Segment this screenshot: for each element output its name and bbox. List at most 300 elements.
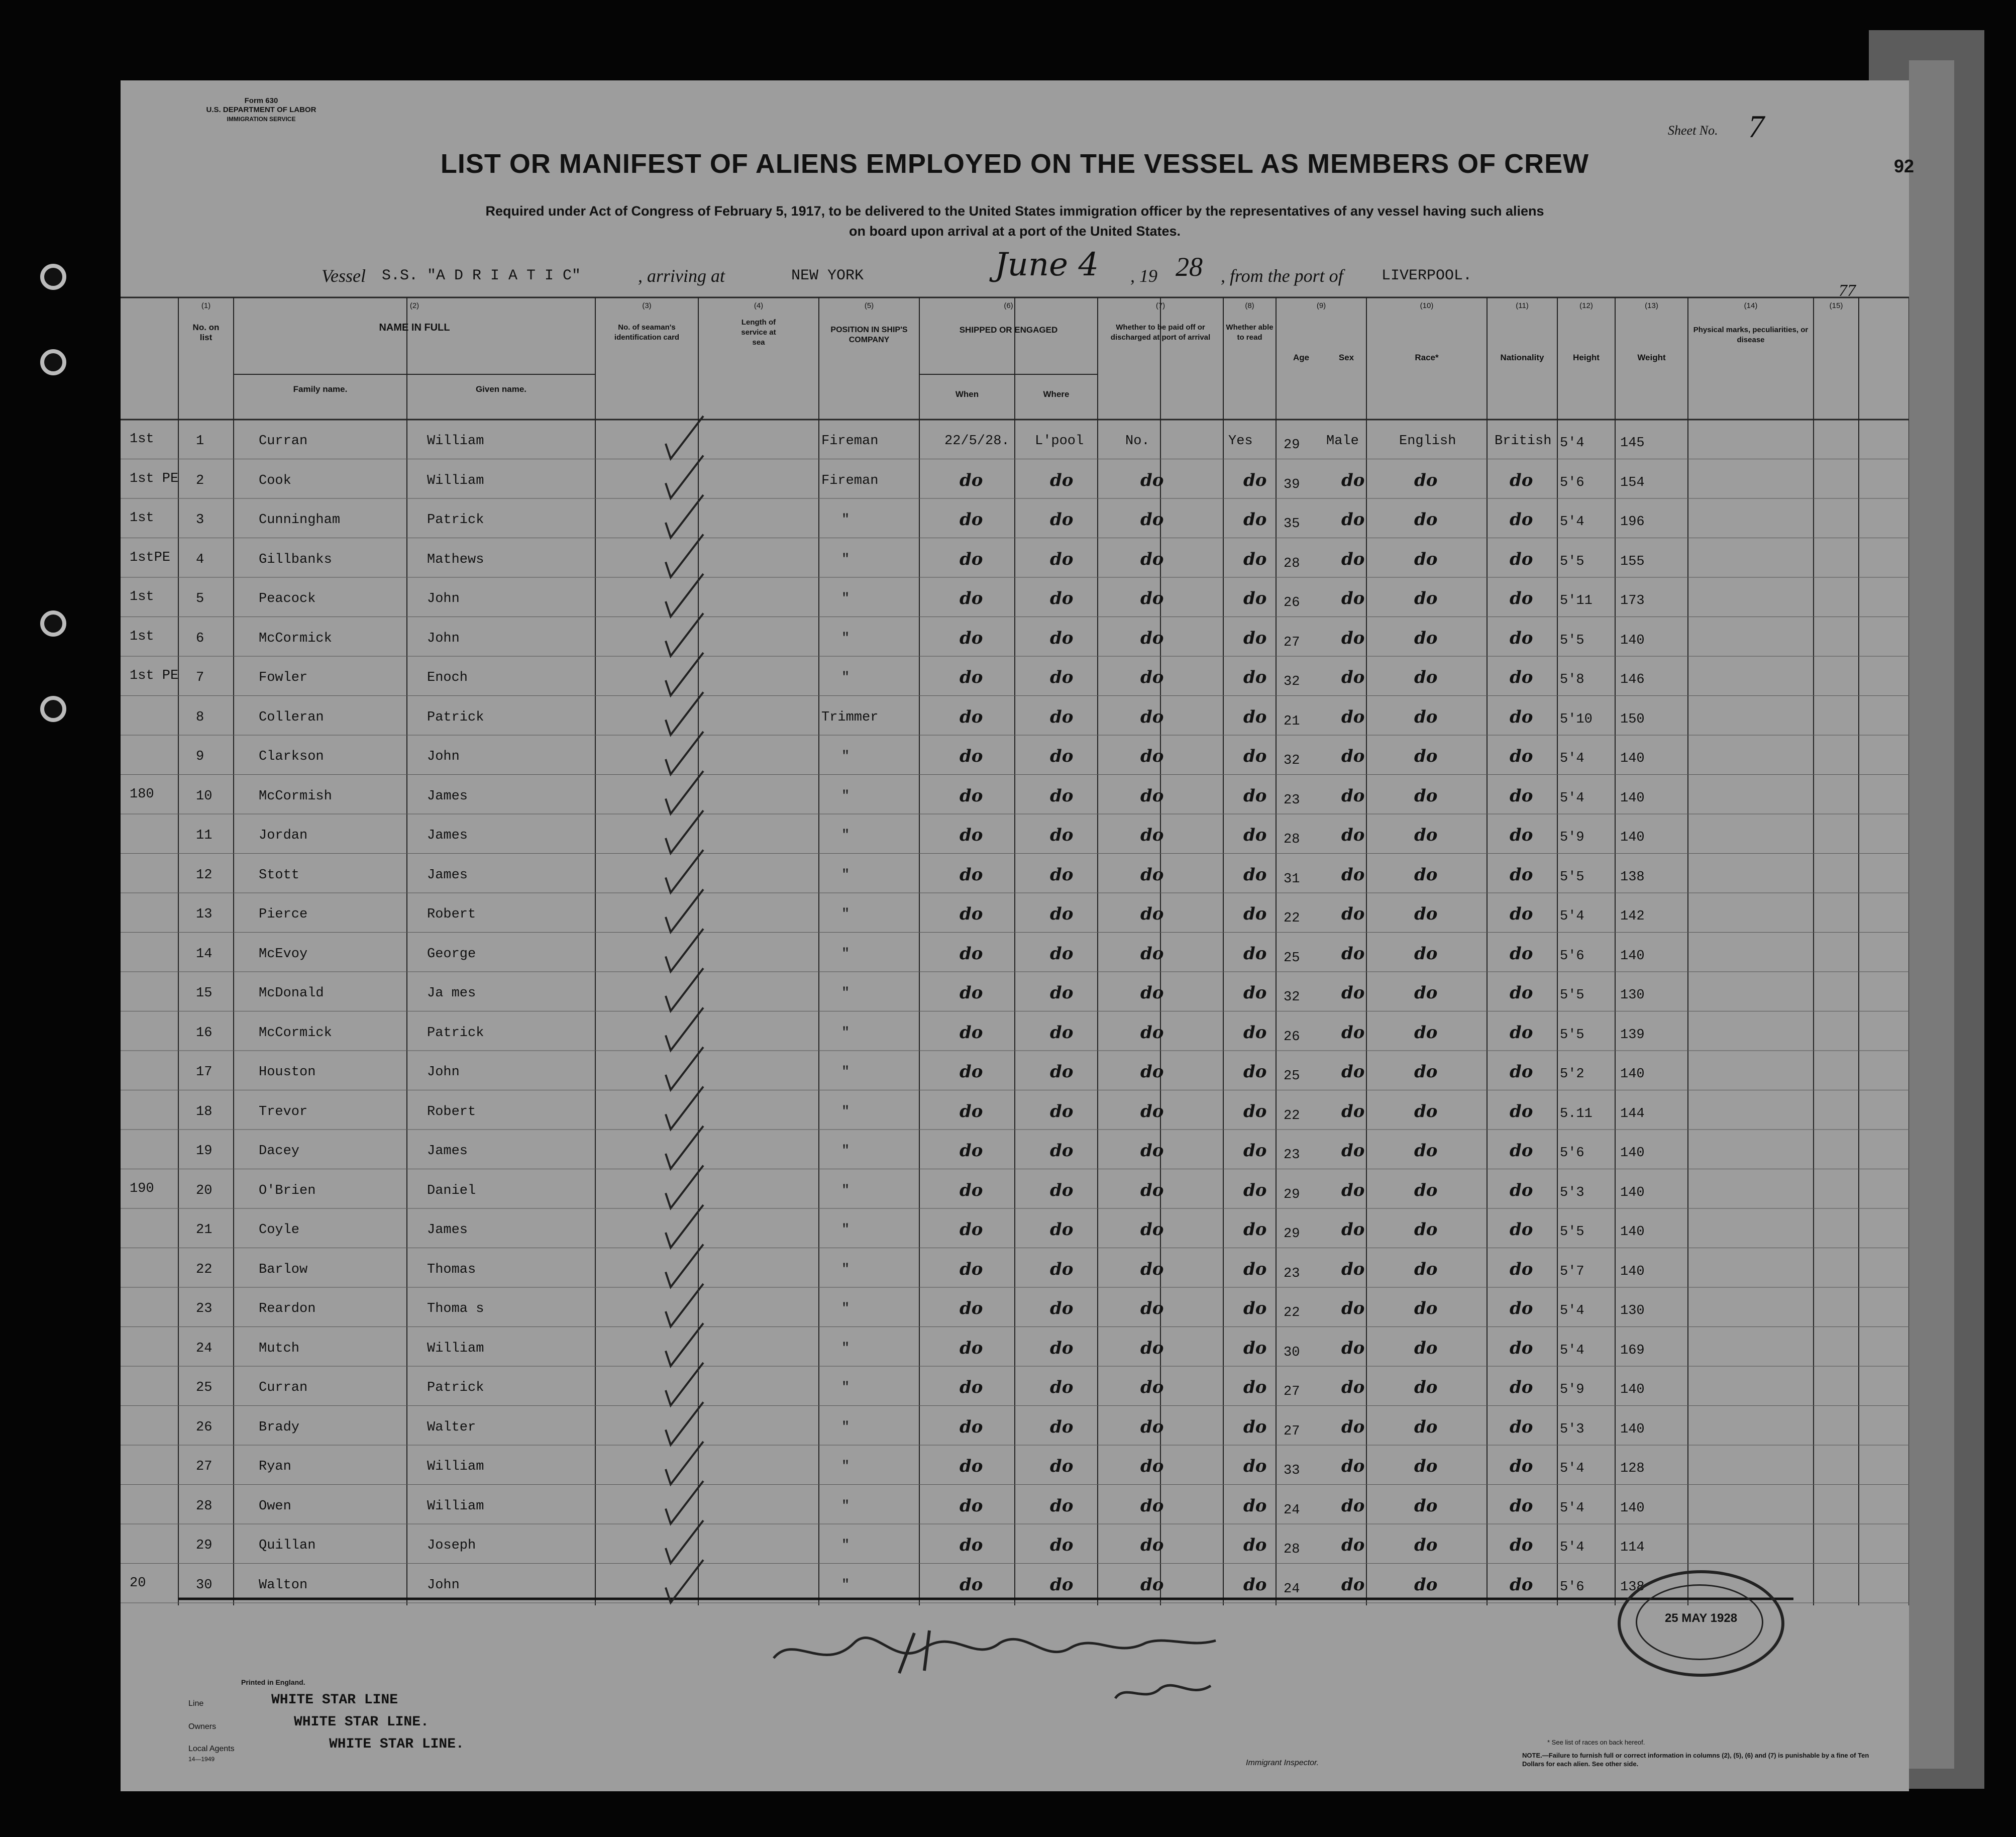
- position: ": [841, 591, 850, 606]
- sex-ditto: do: [1341, 509, 1365, 530]
- race-ditto: do: [1414, 1022, 1438, 1043]
- sex-ditto: do: [1341, 825, 1365, 845]
- race: English: [1399, 434, 1456, 449]
- position: ": [841, 1459, 850, 1474]
- sheet-label: Sheet No.: [1668, 123, 1718, 138]
- row-number: 18: [196, 1104, 213, 1119]
- when-ditto: do: [960, 1180, 983, 1200]
- sex-ditto: do: [1341, 1141, 1365, 1161]
- family-name: Clarkson: [259, 749, 324, 764]
- row-margin-note: 190: [130, 1181, 154, 1196]
- row-number: 20: [196, 1183, 213, 1198]
- sex-ditto: do: [1341, 1259, 1365, 1279]
- nationality-ditto: do: [1510, 1574, 1533, 1595]
- read-ditto: do: [1243, 1495, 1267, 1516]
- arriving-port: NEW YORK: [791, 267, 864, 284]
- family-name: Pierce: [259, 907, 308, 922]
- height: 5'4: [1560, 515, 1584, 530]
- family-name: Mutch: [259, 1341, 300, 1356]
- height: 5'4: [1560, 751, 1584, 766]
- age: 27: [1284, 1384, 1300, 1399]
- check-mark: [666, 1166, 703, 1208]
- nationality-ditto: do: [1510, 549, 1533, 569]
- read-ditto: do: [1243, 1141, 1267, 1161]
- row-number: 13: [196, 907, 213, 922]
- age: 23: [1284, 1266, 1300, 1281]
- read-ditto: do: [1243, 746, 1267, 766]
- paid-ditto: do: [1140, 1456, 1164, 1476]
- weight: 140: [1620, 633, 1645, 648]
- when-ditto: do: [960, 1495, 983, 1516]
- family-name: Colleran: [259, 709, 324, 725]
- when: 22/5/28.: [944, 434, 1010, 449]
- row-number: 27: [196, 1459, 213, 1474]
- weight: 142: [1620, 909, 1645, 924]
- row-number: 17: [196, 1065, 213, 1080]
- subtitle: Required under Act of Congress of February 5, 1917, to be delivered to the United States immigration officer by the representatives of any vessel having such aliens on board upon arrival at a port of the United States.: [485, 203, 1544, 239]
- age: 26: [1284, 595, 1300, 610]
- weight: 140: [1620, 1264, 1645, 1279]
- where-ditto: do: [1050, 983, 1074, 1003]
- race-ditto: do: [1414, 1338, 1438, 1358]
- year-suffix: 28: [1176, 252, 1203, 282]
- when-ditto: do: [960, 1338, 983, 1358]
- paid-ditto: do: [1140, 549, 1164, 569]
- row-number: 9: [196, 749, 204, 764]
- family-name: McCormick: [259, 1025, 332, 1041]
- col-name-in-full: NAME IN FULL: [379, 322, 450, 333]
- sex: Male: [1326, 434, 1359, 449]
- weight: 196: [1620, 515, 1645, 530]
- check-mark: [666, 535, 703, 577]
- read-ditto: do: [1243, 588, 1267, 608]
- penalty-note: NOTE.—Failure to furnish full or correct information in columns (2), (5), (6) and (7) is punishable by a fine of Ten Dollars for each alien. See other side.: [1522, 1752, 1869, 1768]
- where-ditto: do: [1050, 628, 1074, 648]
- paid-ditto: do: [1140, 943, 1164, 964]
- height: 5'6: [1560, 475, 1584, 490]
- where-ditto: do: [1050, 1141, 1074, 1161]
- given-name: Joseph: [427, 1538, 476, 1553]
- when-ditto: do: [960, 1022, 983, 1043]
- weight: 139: [1620, 1027, 1645, 1043]
- check-mark: [666, 850, 703, 893]
- column-number: (10): [1420, 301, 1434, 310]
- where-ditto: do: [1050, 470, 1074, 490]
- check-mark: [666, 968, 703, 1011]
- where-ditto: do: [1050, 1338, 1074, 1358]
- family-name: Curran: [259, 1380, 308, 1395]
- check-mark: [666, 1481, 703, 1524]
- family-name: Gillbanks: [259, 552, 332, 567]
- when-ditto: do: [960, 1141, 983, 1161]
- where-ditto: do: [1050, 549, 1074, 569]
- where-ditto: do: [1050, 1298, 1074, 1318]
- race-ditto: do: [1414, 1574, 1438, 1595]
- height: 5'8: [1560, 672, 1584, 687]
- from-label: , from the port of: [1221, 266, 1343, 286]
- given-name: John: [427, 591, 460, 606]
- sex-ditto: do: [1341, 1377, 1365, 1397]
- paid-ditto: do: [1140, 1219, 1164, 1240]
- paid-ditto: do: [1140, 509, 1164, 530]
- sex-ditto: do: [1341, 904, 1365, 924]
- where-ditto: do: [1050, 1416, 1074, 1437]
- read-ditto: do: [1243, 628, 1267, 648]
- age: 29: [1284, 1227, 1300, 1242]
- height: 5'4: [1560, 909, 1584, 924]
- sex-ditto: do: [1341, 1298, 1365, 1318]
- nationality-ditto: do: [1510, 746, 1533, 766]
- column-number: (1): [201, 301, 211, 310]
- row-number: 19: [196, 1144, 213, 1159]
- read-ditto: do: [1243, 983, 1267, 1003]
- weight: 173: [1620, 593, 1645, 608]
- weight: 140: [1620, 1382, 1645, 1397]
- given-name: Daniel: [427, 1183, 476, 1198]
- column-number: (5): [864, 301, 874, 310]
- height: 5'11: [1560, 593, 1593, 608]
- row-margin-note: 1st PE: [130, 668, 179, 683]
- printed-note: Printed in England.: [241, 1678, 305, 1686]
- height: 5'4: [1560, 790, 1584, 806]
- age: 27: [1284, 1423, 1300, 1439]
- row-number: 8: [196, 709, 204, 725]
- family-name: Cunningham: [259, 513, 341, 528]
- col-length-service: Length of service at sea: [741, 318, 776, 347]
- sex-ditto: do: [1341, 1416, 1365, 1437]
- column-number: (8): [1245, 301, 1254, 310]
- col-where: Where: [1043, 389, 1070, 399]
- sex-ditto: do: [1341, 1338, 1365, 1358]
- line-label: Line: [188, 1699, 204, 1708]
- age: 29: [1284, 438, 1300, 453]
- agents-label: Local Agents: [188, 1745, 235, 1753]
- age: 26: [1284, 1029, 1300, 1045]
- race-ditto: do: [1414, 1495, 1438, 1516]
- family-name: Coyle: [259, 1222, 300, 1238]
- where-ditto: do: [1050, 785, 1074, 806]
- row-margin-note: 1st: [130, 432, 154, 447]
- when-ditto: do: [960, 1377, 983, 1397]
- position: ": [841, 1341, 850, 1356]
- paid-ditto: do: [1140, 904, 1164, 924]
- check-mark: [666, 1363, 703, 1405]
- weight: 145: [1620, 436, 1645, 451]
- check-mark: [666, 1284, 703, 1326]
- agents-value: WHITE STAR LINE.: [329, 1737, 464, 1752]
- weight: 128: [1620, 1461, 1645, 1476]
- age: 32: [1284, 990, 1300, 1005]
- race-ditto: do: [1414, 825, 1438, 845]
- check-mark: [666, 1560, 703, 1603]
- race-ditto: do: [1414, 1377, 1438, 1397]
- row-number: 28: [196, 1498, 213, 1514]
- where-ditto: do: [1050, 1219, 1074, 1240]
- family-name: Jordan: [259, 828, 308, 843]
- age: 27: [1284, 635, 1300, 650]
- height: 5'9: [1560, 830, 1584, 845]
- check-mark: [666, 929, 703, 972]
- weight: 138: [1620, 1579, 1645, 1595]
- where-ditto: do: [1050, 706, 1074, 727]
- row-number: 29: [196, 1538, 213, 1553]
- weight: 130: [1620, 988, 1645, 1003]
- nationality-ditto: do: [1510, 943, 1533, 964]
- given-name: Mathews: [427, 552, 484, 567]
- check-mark: [666, 1205, 703, 1248]
- age: 23: [1284, 792, 1300, 808]
- nationality-ditto: do: [1510, 1495, 1533, 1516]
- nationality: British: [1495, 434, 1552, 449]
- given-name: Thomas: [427, 1262, 476, 1277]
- col-able-read: Whether able to read: [1226, 323, 1274, 342]
- row-number: 12: [196, 867, 213, 883]
- nationality-ditto: do: [1510, 983, 1533, 1003]
- height: 5'5: [1560, 988, 1584, 1003]
- col-position: POSITION IN SHIP'S COMPANY: [830, 326, 908, 344]
- where-ditto: do: [1050, 1101, 1074, 1121]
- position: Fireman: [821, 473, 879, 488]
- when-ditto: do: [960, 549, 983, 569]
- row-number: 26: [196, 1419, 213, 1435]
- from-port: LIVERPOOL.: [1382, 267, 1472, 284]
- weight: 146: [1620, 672, 1645, 687]
- nationality-ditto: do: [1510, 785, 1533, 806]
- row-margin-note: 1st: [130, 629, 154, 644]
- sex-ditto: do: [1341, 588, 1365, 608]
- row-number: 6: [196, 631, 204, 646]
- family-name: Dacey: [259, 1144, 300, 1159]
- punch-hole: [40, 610, 66, 637]
- family-name: Reardon: [259, 1301, 316, 1316]
- race-ditto: do: [1414, 470, 1438, 490]
- arriving-label: , arriving at: [638, 266, 725, 286]
- height: 5'6: [1560, 1579, 1584, 1595]
- column-number: (14): [1744, 301, 1758, 310]
- row-number: 16: [196, 1025, 213, 1041]
- family-name: Walton: [259, 1577, 308, 1593]
- row-margin-note: 1stPE: [130, 550, 171, 565]
- sex-ditto: do: [1341, 706, 1365, 727]
- where-ditto: do: [1050, 1062, 1074, 1082]
- race-ditto: do: [1414, 864, 1438, 885]
- paid: No.: [1125, 434, 1150, 449]
- family-name: O'Brien: [259, 1183, 316, 1198]
- race-ditto: do: [1414, 1535, 1438, 1555]
- paid-ditto: do: [1140, 1180, 1164, 1200]
- family-name: Owen: [259, 1498, 291, 1514]
- check-mark: [666, 614, 703, 656]
- row-margin-note: 1st PE: [130, 471, 179, 486]
- age: 28: [1284, 1542, 1300, 1557]
- paid-ditto: do: [1140, 1495, 1164, 1516]
- when-ditto: do: [960, 509, 983, 530]
- where-ditto: do: [1050, 904, 1074, 924]
- paid-ditto: do: [1140, 1101, 1164, 1121]
- position: ": [841, 1025, 850, 1041]
- family-name: McEvoy: [259, 946, 308, 962]
- position: ": [841, 828, 850, 843]
- height: 5'7: [1560, 1264, 1584, 1279]
- read-ditto: do: [1243, 1377, 1267, 1397]
- age: 25: [1284, 1069, 1300, 1084]
- where-ditto: do: [1050, 1456, 1074, 1476]
- sex-ditto: do: [1341, 1101, 1365, 1121]
- weight: 154: [1620, 475, 1645, 490]
- paid-ditto: do: [1140, 825, 1164, 845]
- given-name: John: [427, 749, 460, 764]
- check-mark: [666, 1008, 703, 1051]
- height: 5'4: [1560, 1343, 1584, 1358]
- read-ditto: do: [1243, 1180, 1267, 1200]
- position: ": [841, 1380, 850, 1395]
- arrival-date: June 4: [995, 246, 1099, 283]
- nationality-ditto: do: [1510, 1377, 1533, 1397]
- weight: 140: [1620, 790, 1645, 806]
- nationality-ditto: do: [1510, 904, 1533, 924]
- column-number: (7): [1155, 301, 1165, 310]
- given-name: Walter: [427, 1419, 476, 1435]
- race-ditto: do: [1414, 1416, 1438, 1437]
- weight: 140: [1620, 1185, 1645, 1200]
- when-ditto: do: [960, 1219, 983, 1240]
- paid-ditto: do: [1140, 1062, 1164, 1082]
- age: 22: [1284, 911, 1300, 926]
- line-value: WHITE STAR LINE: [271, 1692, 398, 1708]
- position: ": [841, 552, 850, 567]
- owners-value: WHITE STAR LINE.: [294, 1714, 429, 1730]
- nationality-ditto: do: [1510, 1180, 1533, 1200]
- check-mark: [666, 732, 703, 774]
- age: 22: [1284, 1305, 1300, 1320]
- manifest-grid: [121, 80, 1909, 1791]
- race-ditto: do: [1414, 785, 1438, 806]
- position: Trimmer: [821, 709, 879, 725]
- height: 5'6: [1560, 948, 1584, 964]
- row-number: 22: [196, 1262, 213, 1277]
- weight: 140: [1620, 1421, 1645, 1437]
- read-ditto: do: [1243, 1259, 1267, 1279]
- read-ditto: do: [1243, 1338, 1267, 1358]
- check-mark: [666, 1442, 703, 1484]
- when-ditto: do: [960, 1101, 983, 1121]
- family-name: Cook: [259, 473, 291, 488]
- col-age: Age: [1293, 353, 1310, 362]
- age: 30: [1284, 1345, 1300, 1360]
- column-number: (6): [1004, 301, 1013, 310]
- height: 5'10: [1560, 711, 1593, 727]
- where-ditto: do: [1050, 746, 1074, 766]
- col-paid-off: Whether to be paid off or discharged at port of arrival: [1110, 323, 1211, 342]
- sex-ditto: do: [1341, 1062, 1365, 1082]
- height: 5'4: [1560, 1303, 1584, 1318]
- col-height: Height: [1573, 353, 1600, 362]
- height: 5'5: [1560, 554, 1584, 569]
- when-ditto: do: [960, 1259, 983, 1279]
- read-ditto: do: [1243, 509, 1267, 530]
- position: ": [841, 749, 850, 764]
- nationality-ditto: do: [1510, 825, 1533, 845]
- col-family-name: Family name.: [293, 384, 348, 394]
- nationality-ditto: do: [1510, 1535, 1533, 1555]
- family-name: McCormick: [259, 631, 332, 646]
- position: ": [841, 907, 850, 922]
- age: 33: [1284, 1463, 1300, 1478]
- column-number: (3): [642, 301, 652, 310]
- nationality-ditto: do: [1510, 470, 1533, 490]
- when-ditto: do: [960, 470, 983, 490]
- family-name: Quillan: [259, 1538, 316, 1553]
- given-name: Patrick: [427, 513, 484, 528]
- given-name: John: [427, 631, 460, 646]
- paid-ditto: do: [1140, 628, 1164, 648]
- position: ": [841, 1222, 850, 1238]
- weight: 169: [1620, 1343, 1645, 1358]
- check-mark: [666, 416, 703, 459]
- given-name: John: [427, 1577, 460, 1593]
- position: ": [841, 1498, 850, 1514]
- punch-hole: [40, 349, 66, 375]
- position: ": [841, 986, 850, 1001]
- age: 35: [1284, 517, 1300, 532]
- column-number: (9): [1316, 301, 1326, 310]
- where-ditto: do: [1050, 667, 1074, 687]
- position: ": [841, 513, 850, 528]
- row-number: 1: [196, 434, 204, 449]
- weight: 144: [1620, 1106, 1645, 1121]
- paid-ditto: do: [1140, 983, 1164, 1003]
- col-shipped-engaged: SHIPPED OR ENGAGED: [959, 325, 1058, 335]
- mercantile-marine-office-stamp: 25 MAY 1928: [1618, 1570, 1784, 1677]
- nationality-ditto: do: [1510, 1338, 1533, 1358]
- col-sex: Sex: [1338, 353, 1354, 362]
- read-ditto: do: [1243, 1416, 1267, 1437]
- height: 5'4: [1560, 1500, 1584, 1516]
- manifest-sheet: [121, 80, 1915, 1791]
- col-when: When: [955, 389, 979, 399]
- race-ditto: do: [1414, 1180, 1438, 1200]
- service: IMMIGRATION SERVICE: [227, 116, 296, 123]
- family-name: Houston: [259, 1065, 316, 1080]
- given-name: William: [427, 1498, 484, 1514]
- row-number: 30: [196, 1577, 213, 1593]
- row-number: 23: [196, 1301, 213, 1316]
- column-number: (4): [754, 301, 764, 310]
- race-ditto: do: [1414, 1298, 1438, 1318]
- race-ditto: do: [1414, 1456, 1438, 1476]
- row-number: 4: [196, 552, 204, 567]
- check-mark: [666, 495, 703, 538]
- height: 5'4: [1560, 436, 1584, 451]
- col-weight: Weight: [1637, 353, 1666, 362]
- age: 21: [1284, 713, 1300, 729]
- given-name: Enoch: [427, 670, 468, 685]
- position: ": [841, 1538, 850, 1553]
- sex-ditto: do: [1341, 1180, 1365, 1200]
- check-mark: [666, 1323, 703, 1366]
- nationality-ditto: do: [1510, 1062, 1533, 1082]
- where-ditto: do: [1050, 1259, 1074, 1279]
- given-name: Patrick: [427, 1025, 484, 1041]
- read-ditto: do: [1243, 1298, 1267, 1318]
- height: 5'9: [1560, 1382, 1584, 1397]
- position: ": [841, 1183, 850, 1198]
- check-mark: [666, 1520, 703, 1563]
- row-number: 14: [196, 946, 213, 962]
- family-name: McCormish: [259, 788, 332, 804]
- age: 39: [1284, 477, 1300, 492]
- where: L'pool: [1035, 434, 1084, 449]
